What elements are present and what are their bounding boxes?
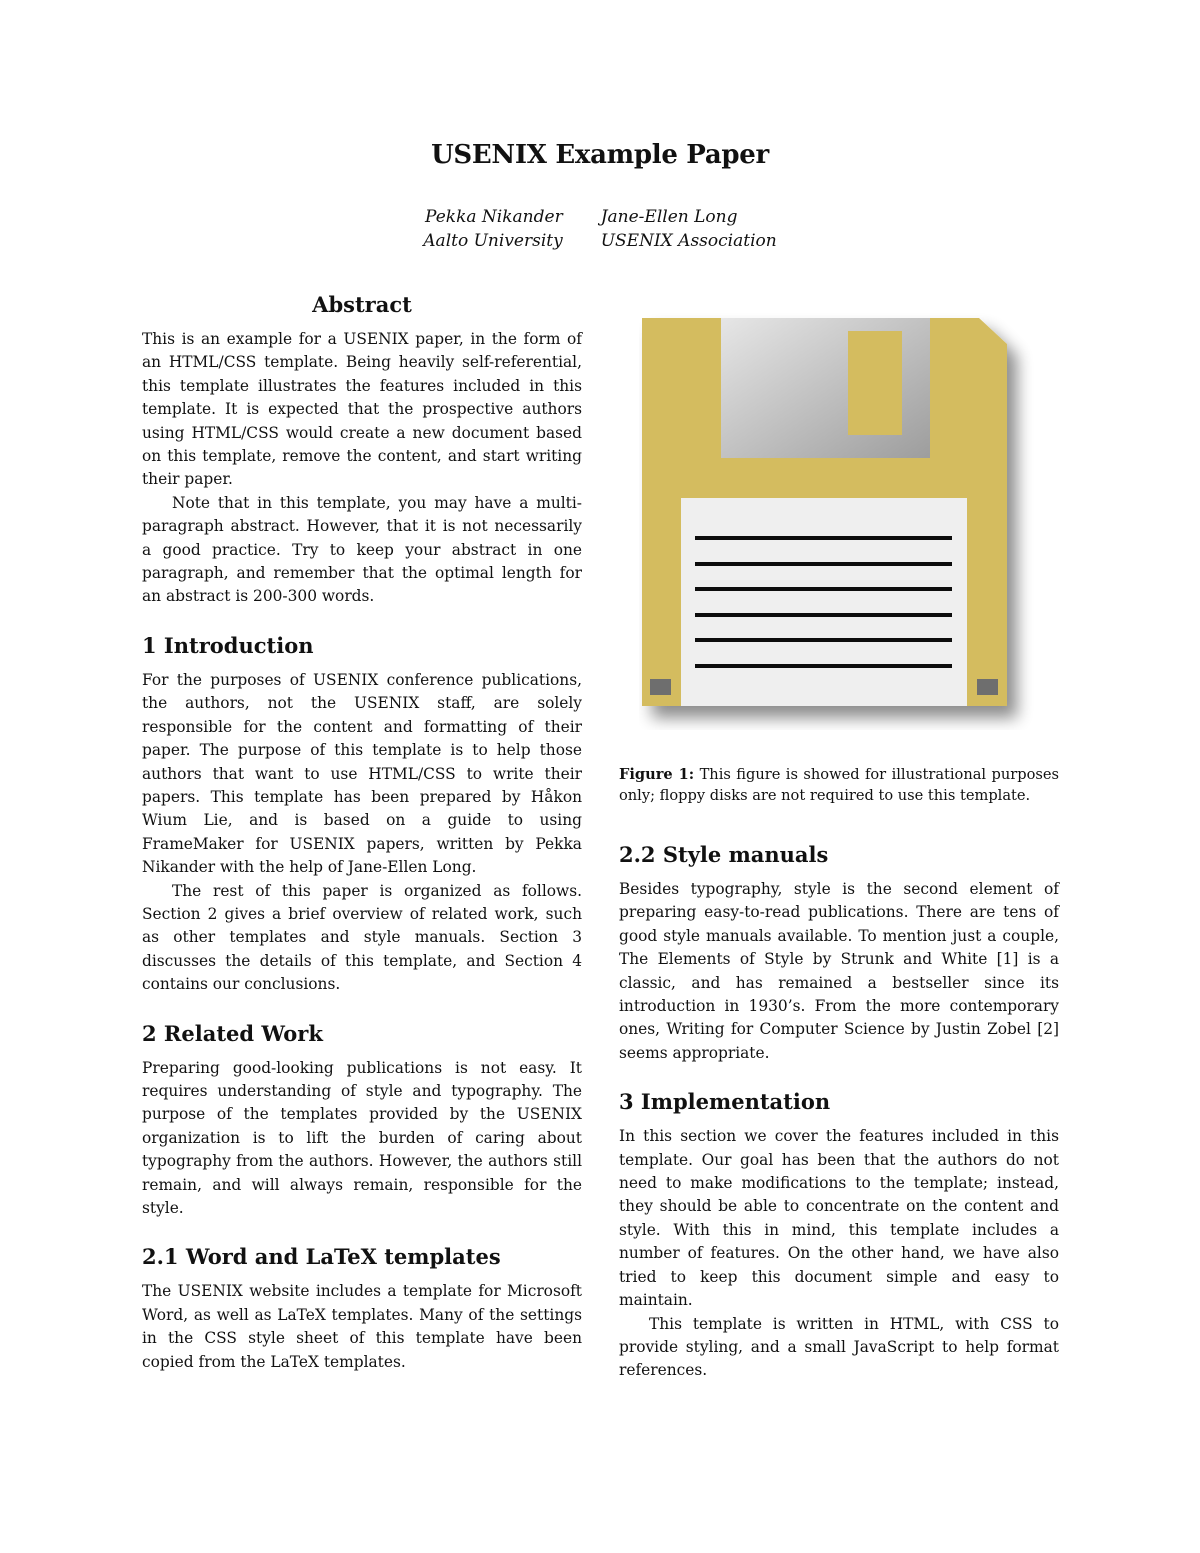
body-paragraph: This template is written in HTML, with CSS to provide styling, and a small JavaScript to help format references. [619,1314,1059,1380]
floppy-disk-svg [639,310,1039,730]
floppy-disk-icon [639,310,1039,730]
floppy-label [681,498,967,706]
body-paragraph: For the purposes of USENIX conference publications, the authors, not the USENIX staff, are solely responsible for the content and formatting of their paper. The purpose of this template is to help those authors that want to use HTML/CSS to write their papers. This template has been prepared by Håkon Wium Lie, and is based on a guide to using FrameMaker for USENIX papers, written by Pekka Nikander with the help of Jane-Ellen Long. [142,670,582,877]
author-name: Jane-Ellen Long [600,207,738,227]
abstract-heading: Abstract [312,292,412,317]
author [423,205,562,253]
abstract-paragraph: Note that in this template, you may have a multi-paragraph abstract. However, that it is not necessarily a good practice. Try to keep your abstract in one paragraph, and remember that the optimal length for an abstract is 200-300 words. [142,493,582,606]
body-paragraph: In this section we cover the features included in this template. Our goal has been that the authors do not need to make modifications to the template; instead, they should be able to concentrate on the content and style. With this in mind, this template includes a number of features. On the other hand, we have also tried to keep this document simple and easy to maintain. [619,1127,1059,1310]
body-paragraph: The USENIX website includes a template for Microsoft Word, as well as LaTeX templates. Many of the settings in the CSS style sheet of this template have been copied from the LaTeX templates. [142,1282,582,1371]
section-heading-word-latex: 2.1 Word and LaTeX templates [142,1244,501,1270]
author [601,205,777,253]
paper-title: USENIX Example Paper [431,140,769,170]
author-affiliation: USENIX Association [600,231,777,251]
floppy-window [848,331,902,435]
section-heading-introduction: 1 Introduction [142,632,314,658]
figure-caption [619,764,1059,806]
figure-caption-text: This figure is showed for illustrational purposes only; floppy disks are not required to use this template. [619,766,1059,804]
floppy-hole-left [650,679,671,695]
section-heading-related-work: 2 Related Work [142,1020,323,1046]
body-paragraph: The rest of this paper is organized as follows. Section 2 gives a brief overview of related work, such as other templates and style manuals. Section 3 discusses the details of this template, and Section 4 contains our conclusions. [142,881,582,994]
author-name: Pekka Nikander [425,207,563,227]
author-block [0,205,1200,253]
floppy-hole-right [977,679,998,695]
author-affiliation: Aalto University [423,231,563,251]
right-column [619,310,1059,1383]
body-paragraph: Besides typography, style is the second element of preparing easy-to-read publications. There are tens of good style manuals available. To mention just a couple, The Elements of Style by Strunk and White [1] is a classic, and has remained a bestseller since its introduction in 1930’s. From the more contemporary ones, Writing for Computer Science by Justin Zobel [2] seems appropriate. [619,880,1059,1062]
section-heading-implementation: 3 Implementation [619,1089,831,1115]
body-paragraph: Preparing good-looking publications is not easy. It requires understanding of style and typography. The purpose of the templates provided by the USENIX organization is to lift the burden of caring about typography from the authors. However, the authors still remain, and will always remain, responsible for the style. [142,1058,582,1217]
figure-label: Figure 1: [619,766,695,783]
figure [619,310,1059,806]
section-heading-style-manuals: 2.2 Style manuals [619,842,829,867]
abstract-paragraph: This is an example for a USENIX paper, in the form of an HTML/CSS template. Being heavily self-referential, this template illustrates the features included in this template. It is expected that the prospective authors using HTML/CSS would create a new document based on this template, remove the content, and start writing their paper. [142,330,582,489]
left-column [142,290,582,1374]
right-body [619,840,1059,1383]
